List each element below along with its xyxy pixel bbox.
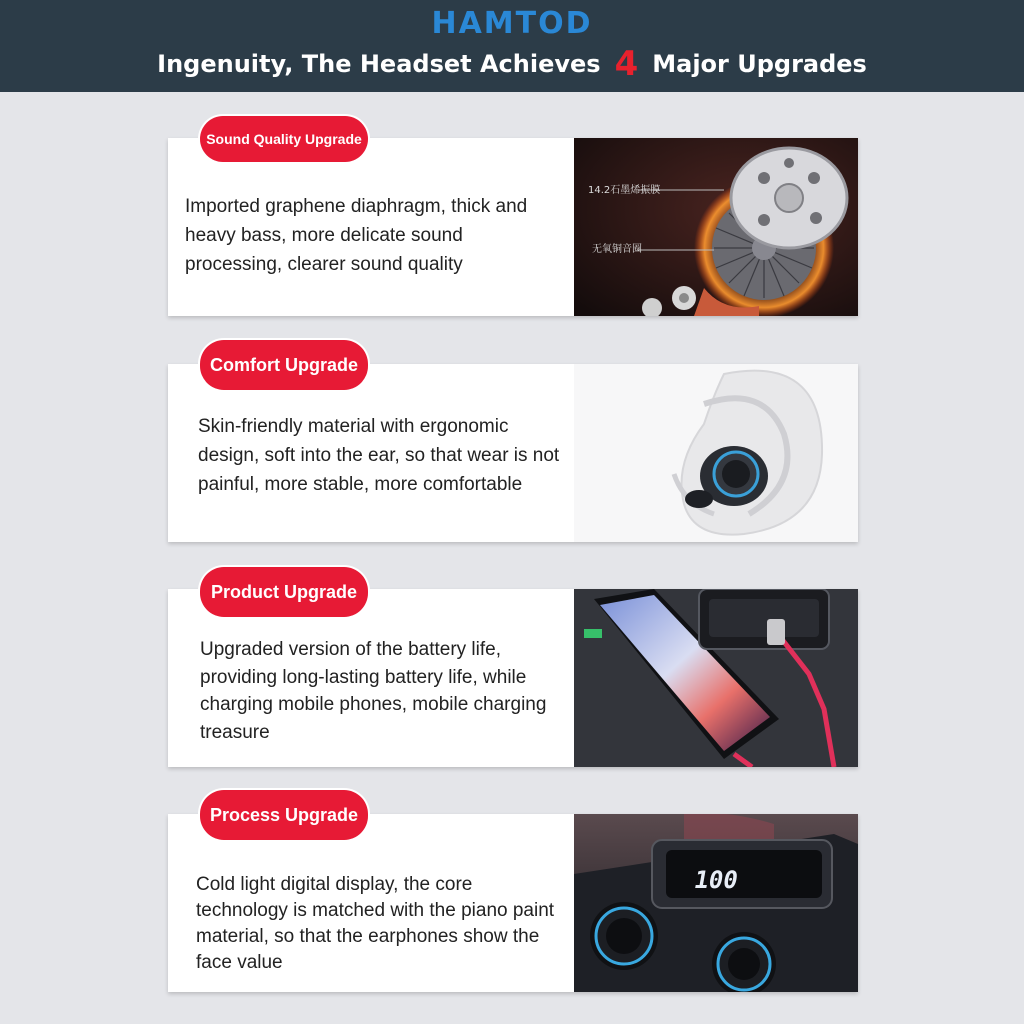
headline — [0, 44, 1024, 84]
feature-card-sound-quality — [168, 131, 858, 316]
badge-sound-quality: Sound Quality Upgrade — [200, 116, 368, 162]
description-product: Upgraded version of the battery life, providing long-lasting battery life, while charging mobile phones, mobile charging treasure — [200, 639, 547, 743]
brand-logo: HAMTOD — [431, 6, 593, 41]
headline-text-before: Ingenuity, The Headset Achieves — [157, 50, 601, 78]
badge-process: Process Upgrade — [200, 790, 368, 840]
feature-card-process — [168, 804, 858, 992]
image-label-graphene: 14.2石墨烯振膜 — [588, 185, 661, 196]
badge-comfort: Comfort Upgrade — [200, 340, 368, 390]
phone-charging-image — [574, 589, 858, 767]
description-process: Cold light digital display, the core technology is matched with the piano paint material, so that the earphones show the face value — [196, 874, 555, 973]
badge-product: Product Upgrade — [200, 567, 368, 617]
ear-earbud-image — [574, 364, 858, 542]
header-banner — [0, 0, 1024, 92]
image-label-coil: 无氧铜音圈 — [592, 244, 642, 255]
speaker-driver-image — [574, 138, 858, 316]
headline-text-after: Major Upgrades — [652, 50, 867, 78]
charging-case-image — [574, 814, 858, 992]
description-sound-quality: Imported graphene diaphragm, thick and heavy bass, more delicate sound processing, clearer sound quality — [185, 196, 528, 275]
headline-number: 4 — [614, 44, 639, 84]
description-comfort: Skin-friendly material with ergonomic design, soft into the ear, so that wear is not painful, more stable, more comfortable — [198, 416, 560, 495]
feature-card-comfort — [168, 354, 858, 542]
feature-card-product — [168, 581, 858, 767]
display-readout: 100 — [691, 866, 741, 894]
